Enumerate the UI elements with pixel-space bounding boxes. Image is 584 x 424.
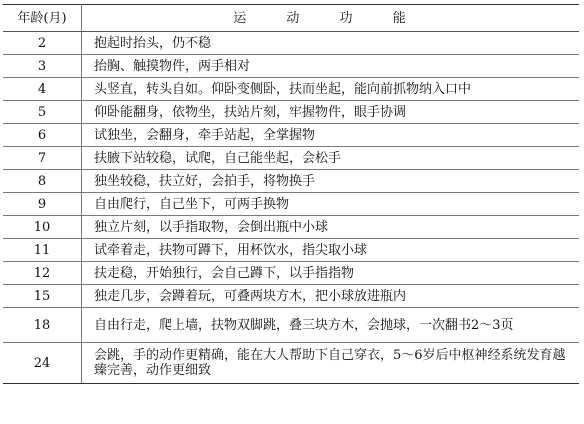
table-body: [3, 32, 579, 384]
table-row: [3, 32, 579, 55]
cell-age: 5: [3, 101, 82, 124]
cell-age: 12: [3, 262, 82, 285]
cell-age: 9: [3, 193, 82, 216]
table-row: [3, 193, 579, 216]
cell-function: 独走几步，会蹲着玩，可叠两块方木，把小球放进瓶内: [82, 285, 580, 308]
cell-function: 试牵着走，扶物可蹲下，用杯饮水，指尖取小球: [82, 239, 580, 262]
cell-function: 自由爬行，自己坐下，可两手换物: [82, 193, 580, 216]
table-row: [3, 124, 579, 147]
table-row: [3, 101, 579, 124]
cell-function: 会跳，手的动作更精确，能在大人帮助下自己穿衣，5～6岁后中枢神经系统发育越臻完善，动作更细致: [82, 343, 580, 384]
cell-age: 24: [3, 343, 82, 384]
cell-function: 抬胸、触摸物件，两手相对: [82, 55, 580, 78]
cell-age: 18: [3, 308, 82, 343]
cell-function: 仰卧能翻身，依物坐，扶站片刻，牢握物件，眼手协调: [82, 101, 580, 124]
table-row: [3, 285, 579, 308]
table-row: [3, 239, 579, 262]
cell-function: 扶走稳，开始独行，会自己蹲下，以手指指物: [82, 262, 580, 285]
cell-function: 独立片刻，以手指取物，会倒出瓶中小球: [82, 216, 580, 239]
cell-age: 2: [3, 32, 82, 55]
header-row: [3, 5, 579, 32]
table-row: [3, 343, 579, 384]
table-row: [3, 308, 579, 343]
cell-age: 4: [3, 78, 82, 101]
table-row: [3, 262, 579, 285]
table-row: [3, 216, 579, 239]
cell-function: 独坐较稳，扶立好，会拍手，将物换手: [82, 170, 580, 193]
header-age: 年龄(月): [3, 5, 82, 32]
cell-age: 7: [3, 147, 82, 170]
cell-function: 抱起时抬头，仍不稳: [82, 32, 580, 55]
table-row: [3, 147, 579, 170]
table-row: [3, 170, 579, 193]
header-function: 运 动 功 能: [82, 5, 580, 32]
table-row: [3, 78, 579, 101]
cell-function: 试独坐，会翻身，牵手站起，全掌握物: [82, 124, 580, 147]
cell-function: 头竖直，转头自如。仰卧变侧卧，扶而坐起，能向前抓物纳入口中: [82, 78, 580, 101]
table-header: [3, 5, 579, 32]
cell-age: 11: [3, 239, 82, 262]
cell-age: 6: [3, 124, 82, 147]
motor-development-table: [3, 4, 579, 384]
cell-function: 自由行走，爬上墙，扶物双脚跳，叠三块方木，会抛球，一次翻书2～3页: [82, 308, 580, 343]
table-row: [3, 55, 579, 78]
cell-age: 15: [3, 285, 82, 308]
cell-age: 3: [3, 55, 82, 78]
cell-function: 扶腋下站较稳，试爬，自己能坐起，会松手: [82, 147, 580, 170]
cell-age: 10: [3, 216, 82, 239]
cell-age: 8: [3, 170, 82, 193]
